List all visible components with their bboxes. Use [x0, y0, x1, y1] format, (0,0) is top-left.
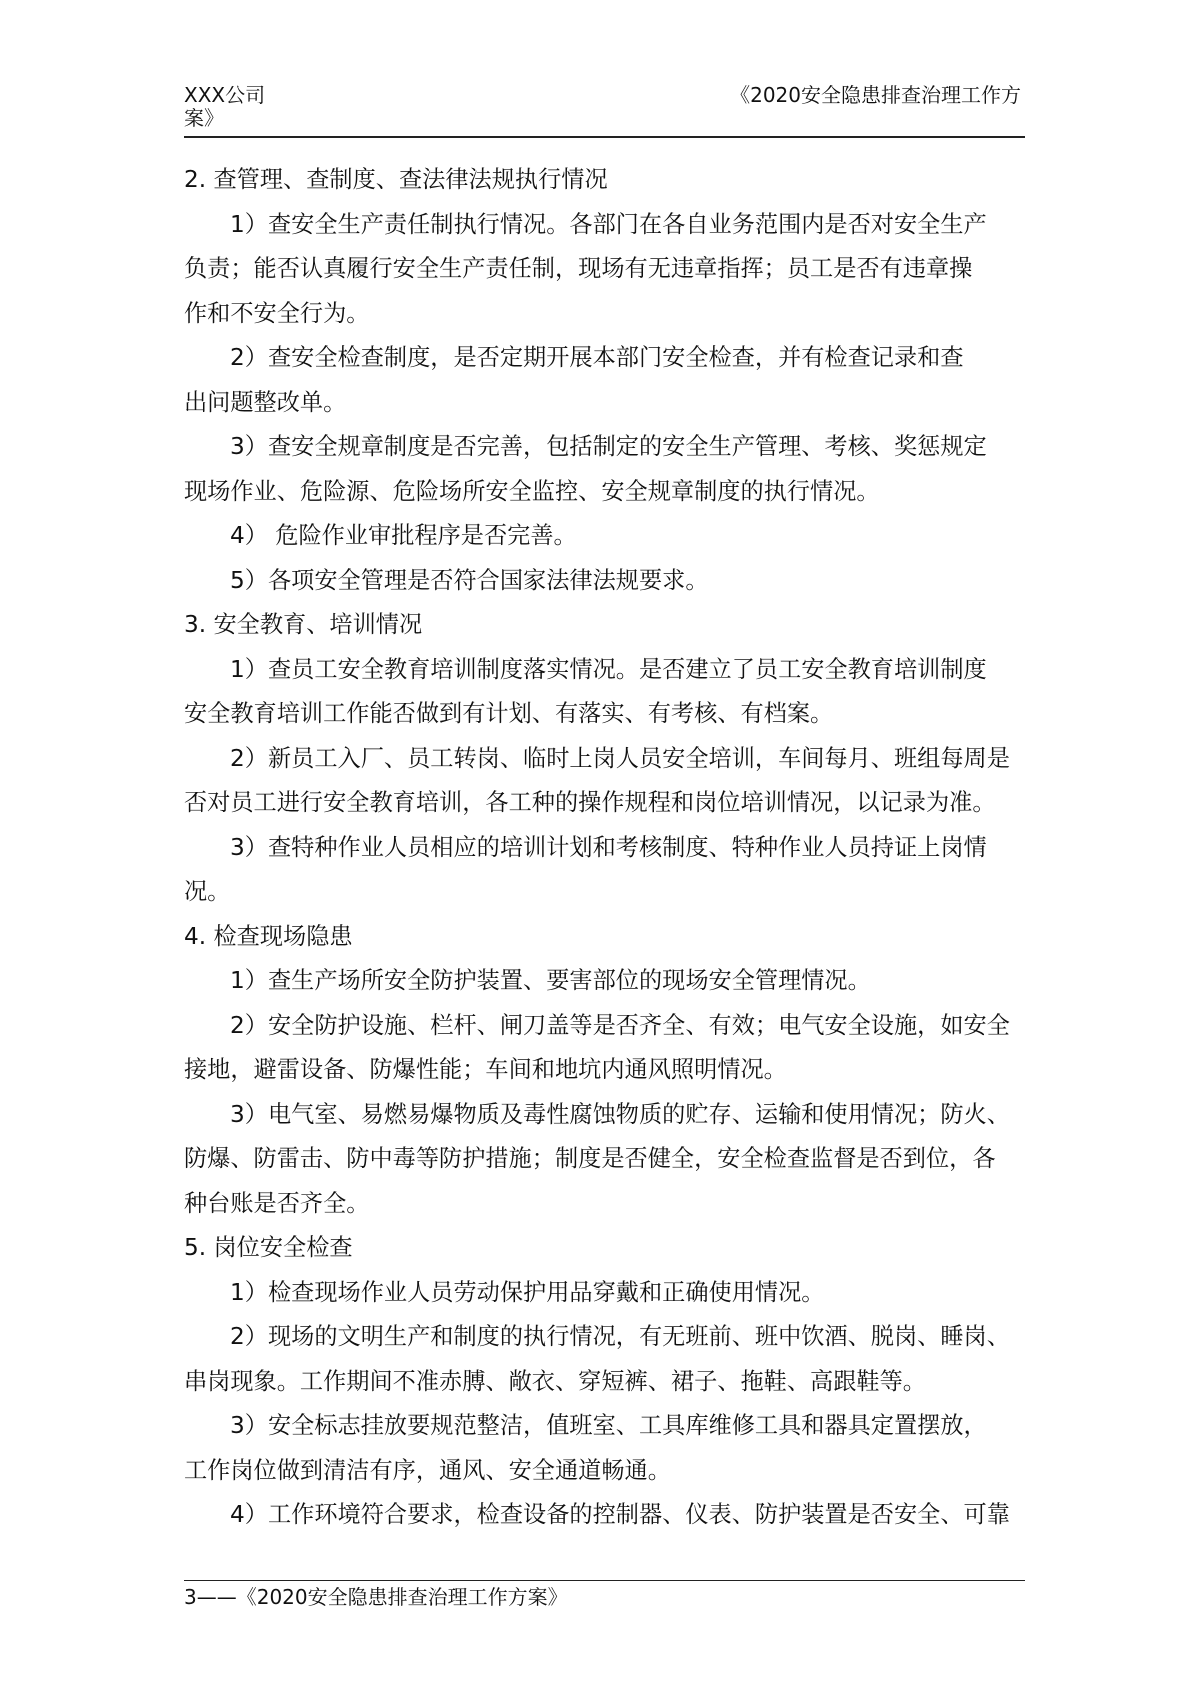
paragraph-line: 工作岗位做到清洁有序，通风、安全通道畅通。	[184, 1456, 671, 1484]
paragraph-line: 3）查特种作业人员相应的培训计划和考核制度、特种作业人员持证上岗情	[230, 833, 987, 861]
paragraph-line: 3）电气室、易燃易爆物质及毒性腐蚀物质的贮存、运输和使用情况；防火、	[230, 1100, 1010, 1128]
paragraph-line: 出问题整改单。	[184, 388, 347, 416]
paragraph-line: 接地，避雷设备、防爆性能；车间和地坑内通风照明情况。	[184, 1056, 787, 1083]
paragraph-line: 种台账是否齐全。	[184, 1189, 370, 1217]
footer-divider	[184, 1580, 1025, 1581]
header-company	[184, 84, 304, 130]
paragraph-line: 1）查安全生产责任制执行情况。各部门在各自业务范围内是否对安全生产	[230, 210, 987, 238]
paragraph-line: 况。	[184, 878, 231, 905]
paragraph-line: 1）查员工安全教育培训制度落实情况。是否建立了员工安全教育培训制度	[230, 655, 987, 683]
paragraph-line: 否对员工进行安全教育培训，各工种的操作规程和岗位培训情况，以记录为准。	[184, 789, 996, 816]
page-header	[184, 84, 1025, 138]
document-body	[184, 158, 1025, 1538]
header-company-name: XXX公司	[184, 83, 266, 107]
header-doc-title: 《2020安全隐患排查治理工作方	[730, 83, 1021, 107]
paragraph-line: 2）安全防护设施、栏杆、闸刀盖等是否齐全、有效；电气安全设施，如安全	[230, 1011, 1010, 1039]
page-footer: 3——《2020安全隐患排查治理工作方案》	[184, 1585, 568, 1609]
paragraph-line: 4） 危险作业审批程序是否完善。	[230, 522, 577, 549]
section-heading: 3. 安全教育、培训情况	[184, 611, 423, 638]
section-heading: 5. 岗位安全检查	[184, 1234, 353, 1261]
section-heading: 2. 查管理、查制度、查法律法规执行情况	[184, 166, 608, 193]
paragraph-line: 安全教育培训工作能否做到有计划、有落实、有考核、有档案。	[184, 700, 834, 727]
paragraph-line: 串岗现象。工作期间不准赤膊、敞衣、穿短裤、裙子、拖鞋、高跟鞋等。	[184, 1367, 926, 1395]
paragraph-line: 1）查生产场所安全防护装置、要害部位的现场安全管理情况。	[230, 967, 871, 994]
paragraph-line: 2）现场的文明生产和制度的执行情况，有无班前、班中饮酒、脱岗、睡岗、	[230, 1323, 1010, 1350]
section-heading: 4. 检查现场隐患	[184, 922, 353, 950]
paragraph-line: 2）查安全检查制度，是否定期开展本部门安全检查，并有检查记录和查	[230, 344, 964, 371]
paragraph-line: 1）检查现场作业人员劳动保护用品穿戴和正确使用情况。	[230, 1278, 825, 1306]
paragraph-line: 防爆、防雷击、防中毒等防护措施；制度是否健全，安全检查监督是否到位，各	[184, 1145, 996, 1172]
paragraph-line: 2）新员工入厂、员工转岗、临时上岗人员安全培训，车间每月、班组每周是	[230, 744, 1010, 772]
paragraph-line: 4）工作环境符合要求，检查设备的控制器、仪表、防护装置是否安全、可靠	[230, 1501, 1010, 1528]
header-company-cont: 案》	[184, 106, 224, 130]
paragraph-line: 现场作业、危险源、危险场所安全监控、安全规章制度的执行情况。	[184, 477, 880, 505]
paragraph-line: 3）查安全规章制度是否完善，包括制定的安全生产管理、考核、奖惩规定	[230, 433, 987, 460]
paragraph-line: 作和不安全行为。	[184, 299, 370, 327]
paragraph-line: 负责；能否认真履行安全生产责任制，现场有无违章指挥；员工是否有违章操	[184, 255, 973, 282]
paragraph-line: 5）各项安全管理是否符合国家法律法规要求。	[230, 566, 709, 594]
paragraph-line: 3）安全标志挂放要规范整洁，值班室、工具库维修工具和器具定置摆放，	[230, 1412, 987, 1439]
